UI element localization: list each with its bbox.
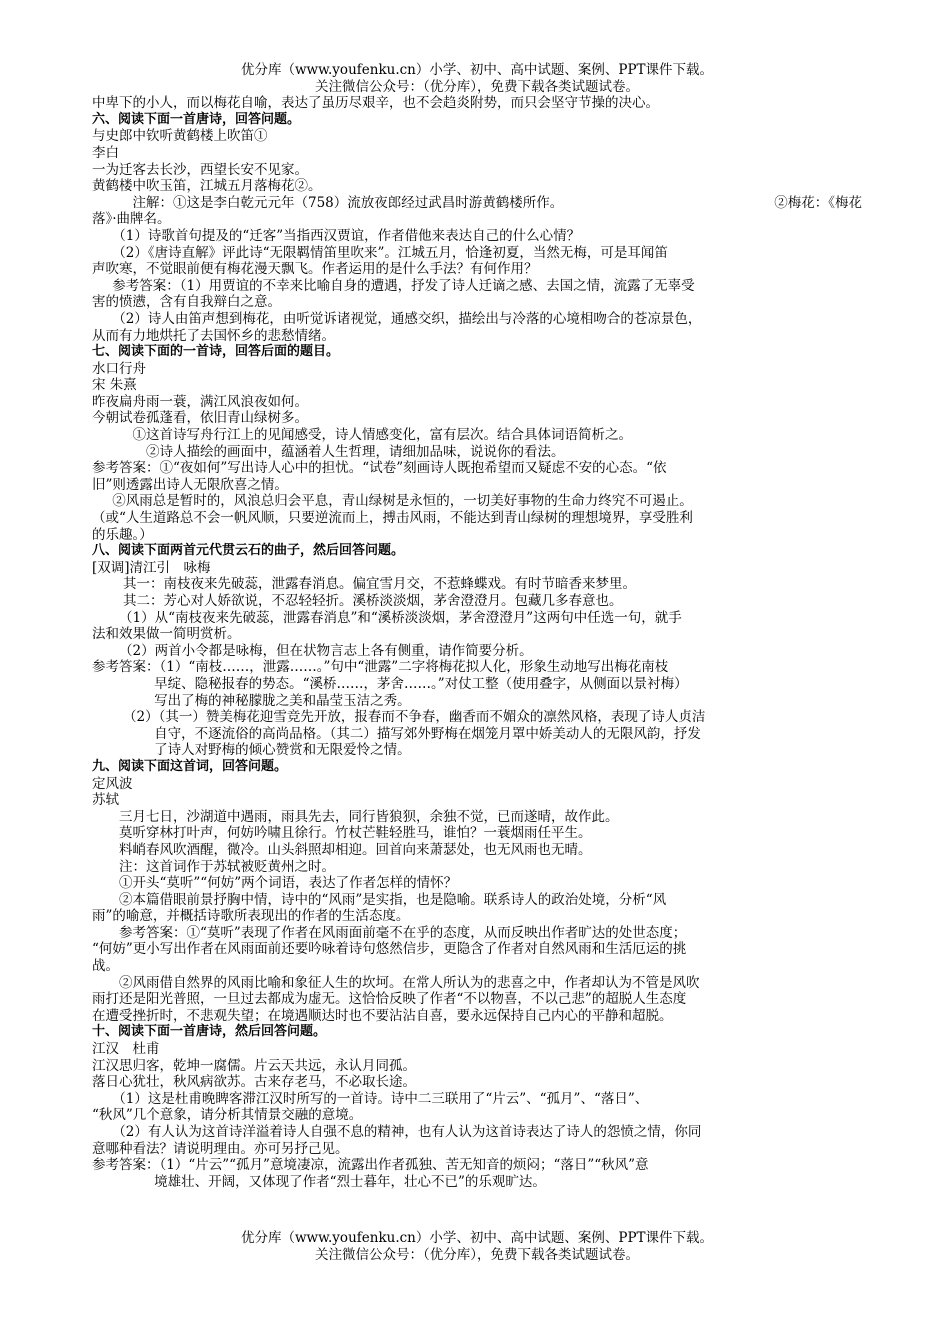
- question: “秋风”几个意象，请分析其情景交融的意境。: [92, 1107, 363, 1124]
- question: （1）从“南枝夜来先破蕊，泄露春消息”和“溪桥淡淡烟，茅舍澄澄月”这两句中任选一句，就手: [119, 609, 682, 626]
- answer: 的乐趣。）: [92, 526, 153, 543]
- question: （2）《唐诗直解》评此诗“无限羁情笛里吹来”。江城五月，恰逢初夏，当然无梅，可是耳闻笛: [112, 244, 668, 261]
- section-heading: 八、阅读下面两首元代贯云石的曲子，然后回答问题。: [92, 543, 405, 559]
- answer: ②风雨借自然界的风雨比喻和象征人生的坎坷。在常人所认为的悲喜之中，作者却认为不管是风吹: [119, 974, 700, 991]
- poem-line: 黄鹤楼中吹玉笛，江城五月落梅花②。: [92, 178, 322, 195]
- answer: “何妨”更小写出作者在风雨面前还要吟咏着诗句悠然信步，更隐含了作者对自然风雨和生活厄运的挑: [92, 941, 687, 958]
- poem-line: 其二：芳心对人娇欲说，不忍轻轻折。溪桥淡淡烟，茅舍澄澄月。包藏几多春意也。: [123, 593, 623, 609]
- question: 法和效果做一简明赏析。: [92, 626, 241, 643]
- page-header: [92, 62, 862, 95]
- answer: 自守，不逐流俗的高尚品格。（其二）描写郊外野梅在烟笼月罩中娇美动人的无限风韵，抒发: [154, 725, 701, 742]
- poem-line: 今朝试卷孤蓬看，依旧青山绿树多。: [92, 410, 308, 427]
- poem-author: 苏轼: [92, 792, 119, 809]
- answer: 参考答案：（1）用贾谊的不幸来比喻自身的遭遇，抒发了诗人迁谪之感、去国之情，流露了无辜受: [112, 277, 695, 294]
- answer: 旧”则透露出诗人无限欣喜之情。: [92, 476, 288, 493]
- poem-line: 江汉思归客，乾坤一腐儒。片云天共远，永认月同孤。: [92, 1057, 416, 1074]
- poem-title: 与史郎中钦听黄鹤楼上吹笛①: [92, 128, 268, 145]
- poem-title: 定风波: [92, 775, 133, 792]
- answer: 参考答案：（1）“南枝……，泄露……。”句中“泄露”二字将梅花拟人化，形象生动地写出梅花南枝: [92, 659, 669, 676]
- poem-line: 昨夜扁舟雨一蓑，满江风浪夜如何。: [92, 393, 308, 410]
- section-7: [92, 344, 862, 543]
- question: （2）两首小令都是咏梅，但在状物言志上各有侧重，请作简要分析。: [119, 642, 533, 659]
- question: 意哪种看法？请说明理由。亦可另抒己见。: [92, 1140, 349, 1157]
- answer: （2）（其一）赞美梅花迎雪竞先开放，报春而不争春，幽香而不媚众的凛然风格，表现了诗人贞洁: [123, 709, 706, 726]
- poem-title: [双调]清江引 咏梅: [92, 559, 211, 576]
- poem-author: 宋 朱熹: [92, 377, 137, 394]
- poem-line: 其一：南枝夜来先破蕊，泄露春消息。偏宜雪月交，不惹蜂蝶戏。有时节暗香来梦里。: [123, 576, 637, 593]
- section-heading: 七、阅读下面的一首诗，回答后面的题目。: [92, 344, 340, 360]
- poem-author: 李白: [92, 144, 119, 161]
- section-9: [92, 759, 862, 1025]
- answer: 写出了梅的神秘朦胧之美和晶莹玉洁之秀。: [154, 692, 411, 709]
- poem-title: 水口行舟: [92, 360, 146, 377]
- section-10: [92, 1024, 862, 1190]
- poem-title: 江汉 杜甫: [92, 1041, 160, 1058]
- answer: 了诗人对野梅的倾心赞赏和无限爱怜之情。: [154, 742, 411, 759]
- section-heading: 六、阅读下面一首唐诗，回答问题。: [92, 111, 301, 127]
- question: （1）这是杜甫晚睥客滞江汉时所写的一首诗。诗中二三联用了“片云”、“孤月”、“落日”、: [112, 1090, 649, 1107]
- question: 雨”的喻意，并概括诗歌所表现出的作者的生活态度。: [92, 908, 410, 925]
- answer: 害的愤懑，含有自我辩白之意。: [92, 294, 281, 311]
- answer: （或“人生道路总不会一帆风顺，只要逆流而上，搏击风雨，不能达到青山绿树的理想境界，享受胜利: [92, 510, 693, 527]
- question: ①这首诗写舟行江上的见闻感受，诗人情感变化，富有层次。结合具体词语简析之。: [132, 427, 632, 444]
- intro-text: 中卑下的小人，而以梅花自喻，表达了虽历尽艰辛，也不会趋炎附势，而只会坚守节操的决心。: [92, 95, 659, 112]
- answer: ②风雨总是暂时的，风浪总归会平息，青山绿树是永恒的，一切美好事物的生命力终究不可遏止。: [112, 493, 693, 510]
- answer: 参考答案：①“夜如何”写出诗人心中的担忧。“试卷”刻画诗人既抱希望而又疑虑不安的心态。“依: [92, 460, 667, 477]
- note-line: 落》·曲牌名。: [92, 211, 171, 228]
- answer: 雨打还是阳光普照，一旦过去都成为虚无。这恰恰反映了作者“不以物喜，不以己悲”的超脱人生态度: [92, 991, 687, 1008]
- header-line-1: 优分库（www.youfenku.cn）小学、初中、高中试题、案例、PPT课件下载。: [240, 62, 714, 78]
- note-line: 注：这首词作于苏轼被贬黄州之时。: [119, 858, 335, 875]
- page-footer: [92, 1230, 862, 1263]
- question: （1）诗歌首句提及的“迁客”当指西汉贾谊，作者借他来表达自己的什么心情？: [112, 227, 581, 244]
- poem-preface: 三月七日，沙湖道中遇雨，雨具先去，同行皆狼狈，余独不觉，已而遂晴，故作此。: [119, 808, 619, 825]
- section-8: [92, 543, 862, 759]
- note-part: ②梅花：《梅花: [774, 194, 862, 211]
- question: （2）有人认为这首诗洋溢着诗人自强不息的精神，也有人认为这首诗表达了诗人的怨愤之情，你同: [112, 1124, 702, 1140]
- question: ②本篇借眼前景抒胸中情，诗中的“风雨”是实指，也是隐喻。联系诗人的政治处境，分析“风: [119, 891, 667, 908]
- poem-line: 落日心犹壮，秋风病欲苏。古来存老马，不必取长途。: [92, 1074, 416, 1091]
- section-heading: 九、阅读下面这首词，回答问题。: [92, 758, 288, 774]
- poem-line: 料峭春风吹酒醒，微冷。山头斜照却相迎。回首向来萧瑟处，也无风雨也无晴。: [119, 841, 592, 858]
- answer: 战。: [92, 958, 119, 975]
- document-page: [92, 62, 862, 1190]
- question: 声吹寒，不觉眼前便有梅花漫天飘飞。作者运用的是什么手法？有何作用？: [92, 261, 538, 278]
- poem-line: 一为迁客去长沙，西望长安不见家。: [92, 161, 308, 178]
- answer: 从而有力地烘托了去国怀乡的悲愁情绪。: [92, 327, 335, 344]
- question: ②诗人描绘的画面中，蕴涵着人生哲理，请细加品味，说说你的看法。: [146, 443, 565, 460]
- footer-line-1: 优分库（www.youfenku.cn）小学、初中、高中试题、案例、PPT课件下载。: [240, 1230, 714, 1246]
- note-line: [92, 195, 862, 212]
- note-part: 注解：①这是李白乾元元年（758）流放夜郎经过武昌时游黄鹤楼所作。: [132, 194, 564, 211]
- header-line-2: 关注微信公众号：（优分库），免费下载各类试题试卷。: [315, 78, 639, 95]
- question: ①开头“莫听”“何妨”两个词语，表达了作者怎样的情怀？: [119, 875, 458, 892]
- section-heading: 十、阅读下面一首唐诗，然后回答问题。: [92, 1024, 327, 1040]
- footer-line-2: 关注微信公众号：（优分库），免费下载各类试题试卷。: [315, 1246, 639, 1263]
- answer: 参考答案：①“莫听”表现了作者在风雨面前毫不在乎的态度，从而反映出作者旷达的处世态度；: [119, 924, 687, 941]
- answer: 参考答案：（1）“片云”“孤月”意境凄凉，流露出作者孤独、苦无知音的烦闷；“落日”“秋风”意: [92, 1157, 649, 1174]
- section-6: [92, 112, 862, 344]
- answer: 早绽、隐秘报春的势态。“溪桥……，茅舍……。”对仗工整（使用叠字，从侧面以景衬梅）: [154, 675, 688, 692]
- answer: （2）诗人由笛声想到梅花，由听觉诉诸视觉，通感交织，描绘出与冷落的心境相吻合的苍凉景色，: [112, 310, 702, 327]
- answer: 在遭受挫折时，不悲观失望；在境遇顺达时也不要沾沾自喜，要永远保持自己内心的平静和超脱。: [92, 1007, 673, 1024]
- answer: 境雄壮、开阔，又体现了作者“烈士暮年，壮心不已”的乐观旷达。: [154, 1173, 546, 1190]
- poem-line: 莫听穿林打叶声，何妨吟啸且徐行。竹杖芒鞋轻胜马，谁怕？一蓑烟雨任平生。: [119, 825, 592, 842]
